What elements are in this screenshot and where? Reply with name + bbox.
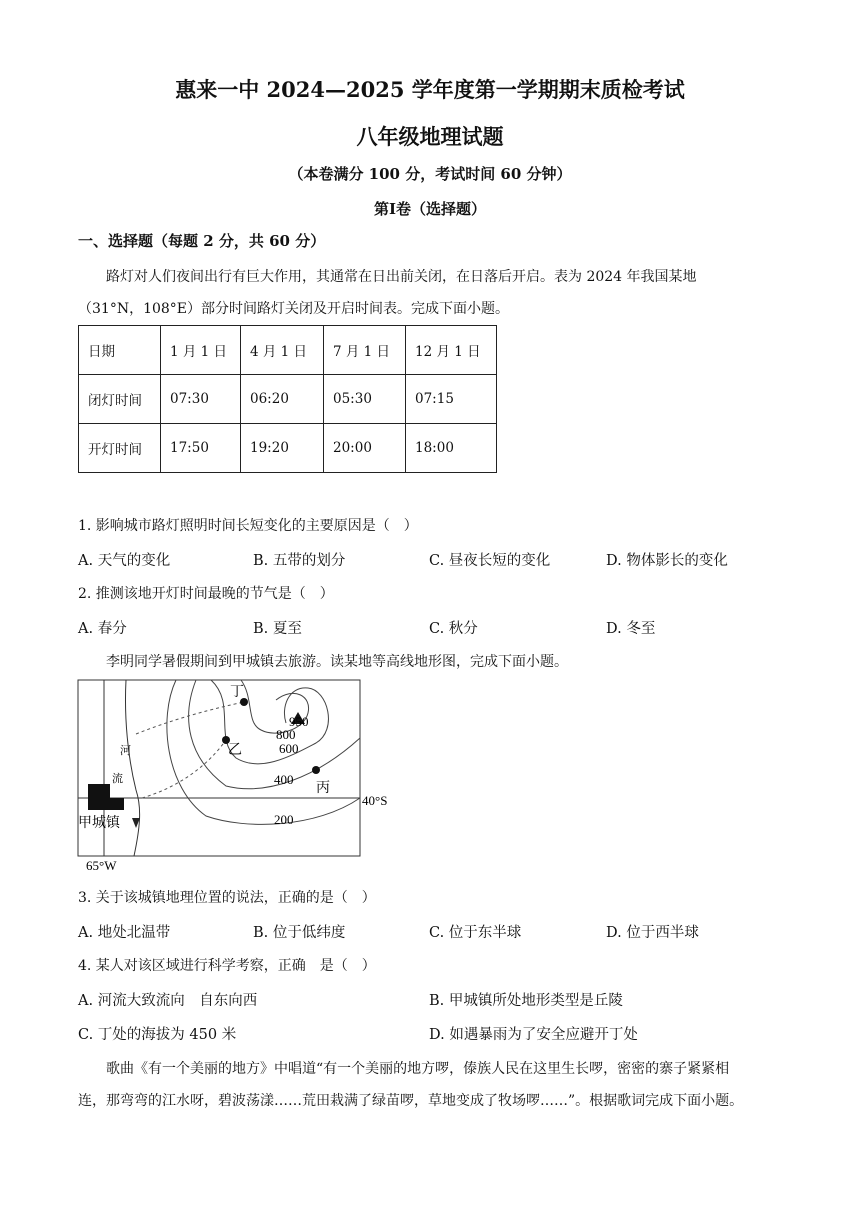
q3-stem: 3. 关于该城镇地理位置的说法，正确的是（ ）	[78, 890, 376, 906]
latitude-label: 40°S	[362, 793, 388, 808]
contour-label-400: 400	[274, 772, 294, 787]
passage1-line2: （31°N，108°E）部分时间路灯关闭及开启时间表。完成下面小题。	[78, 301, 510, 317]
contour-label-800: 800	[276, 727, 296, 742]
section-heading: 一、选择题（每题 2 分，共 60 分）	[78, 232, 326, 250]
contour-map	[76, 678, 476, 878]
q4-option-d[interactable]: D. 如遇暴雨为了安全应避开丁处	[429, 1027, 638, 1043]
exam-subtitle: 八年级地理试题	[356, 124, 504, 149]
q4-stem: 4. 某人对该区域进行科学考察，正确 是（ ）	[78, 958, 376, 974]
contour-label-950: 950	[289, 714, 309, 729]
route-line-yi	[142, 740, 226, 798]
table-row	[79, 424, 497, 473]
q2-option-b[interactable]: B. 夏至	[253, 621, 302, 637]
q3-option-a[interactable]: A. 地处北温带	[78, 925, 171, 941]
place-label-town: 甲城镇	[78, 815, 120, 831]
passage3-line2: 连，那弯弯的江水呀，碧波荡漾……荒田栽满了绿苗啰，草地变成了牧场啰……”。根据歌词完成下面小题。	[78, 1093, 744, 1109]
volume-title: 第Ⅰ卷（选择题）	[373, 200, 487, 218]
q2-option-a[interactable]: A. 春分	[78, 621, 127, 637]
table-cell: 20:00	[324, 424, 406, 473]
table-cell: 17:50	[161, 424, 241, 473]
table-cell: 19:20	[241, 424, 324, 473]
passage1-line1: 路灯对人们夜间出行有巨大作用，其通常在日出前关闭，在日落后开启。表为 2024 年我国某地	[106, 269, 697, 285]
table-cell: 07:30	[161, 375, 241, 424]
exam-note: （本卷满分 100 分，考试时间 60 分钟）	[288, 165, 572, 183]
table-cell: 12 月 1 日	[406, 326, 497, 375]
river-char: 流	[112, 772, 123, 785]
point-bing	[312, 766, 320, 774]
longitude-label: 65°W	[86, 858, 117, 873]
table-cell: 06:20	[241, 375, 324, 424]
q4-option-c[interactable]: C. 丁处的海拔为 450 米	[78, 1027, 237, 1043]
q4-option-b[interactable]: B. 甲城镇所处地形类型是丘陵	[429, 993, 623, 1009]
q1-option-a[interactable]: A. 天气的变化	[78, 553, 171, 569]
q1-option-d[interactable]: D. 物体影长的变化	[606, 553, 728, 569]
river-char: 河	[120, 744, 131, 757]
passage3-line1: 歌曲《有一个美丽的地方》中唱道“有一个美丽的地方啰，傣族人民在这里生长啰，密密的寨子紧紧相	[106, 1061, 730, 1077]
table-cell: 7 月 1 日	[324, 326, 406, 375]
q4-option-a[interactable]: A. 河流大致流向 自东向西	[78, 993, 258, 1009]
table-header-row	[79, 326, 497, 375]
q2-option-d[interactable]: D. 冬至	[606, 621, 656, 637]
place-label-yi: 乙	[228, 742, 242, 758]
table-cell: 05:30	[324, 375, 406, 424]
table-cell: 07:15	[406, 375, 497, 424]
town-block	[110, 798, 124, 810]
exam-title: 惠来一中 2024—2025 学年度第一学期期末质检考试	[175, 77, 685, 102]
table-cell: 1 月 1 日	[161, 326, 241, 375]
q3-option-c[interactable]: C. 位于东半球	[429, 925, 522, 941]
town-block	[88, 784, 110, 810]
table-cell: 日期	[79, 326, 161, 375]
q1-option-c[interactable]: C. 昼夜长短的变化	[429, 553, 551, 569]
lamp-time-table	[78, 325, 497, 473]
q1-stem: 1. 影响城市路灯照明时间长短变化的主要原因是（ ）	[78, 518, 418, 534]
river-line	[125, 680, 139, 856]
passage2: 李明同学暑假期间到甲城镇去旅游。读某地等高线地形图，完成下面小题。	[106, 654, 568, 670]
q3-option-d[interactable]: D. 位于西半球	[606, 925, 699, 941]
contour-line-200	[167, 680, 360, 824]
contour-label-200: 200	[274, 812, 294, 827]
q3-option-b[interactable]: B. 位于低纬度	[253, 925, 346, 941]
table-cell: 闭灯时间	[79, 375, 161, 424]
table-row	[79, 375, 497, 424]
q2-stem: 2. 推测该地开灯时间最晚的节气是（ ）	[78, 586, 334, 602]
table-cell: 开灯时间	[79, 424, 161, 473]
table-cell: 4 月 1 日	[241, 326, 324, 375]
q1-option-b[interactable]: B. 五带的划分	[253, 553, 346, 569]
place-label-bing: 丙	[316, 780, 330, 796]
table-cell: 18:00	[406, 424, 497, 473]
q2-option-c[interactable]: C. 秋分	[429, 621, 478, 637]
contour-label-600: 600	[279, 741, 299, 756]
place-label-ding: 丁	[230, 684, 244, 700]
